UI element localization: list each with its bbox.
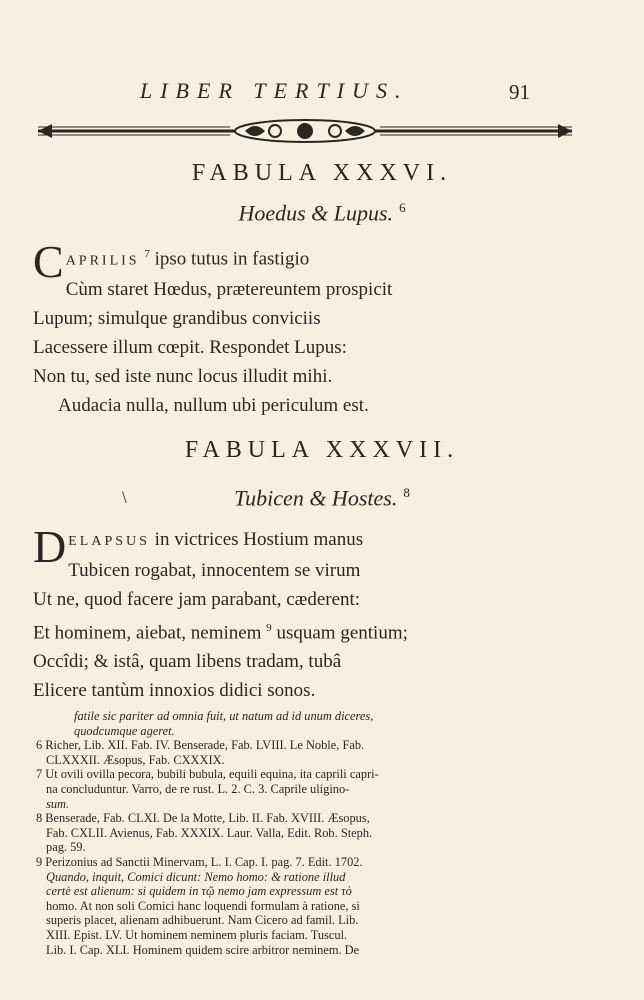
fable-subtitle: Tubicen & Hostes. $^8$ [234,485,410,511]
footnote-line: pag. 59. [46,840,86,855]
footnote-line: Quando, inquit, Comici dicunt: Nemo homo: & ratione illud [46,869,346,884]
verse-line: C APRILIS $^7$ ipso tutus in fastigio [33,236,310,287]
footnote-line: 7 Ut ovili ovilla pecora, bubili bubula, equili equina, ita caprili capri- [36,767,379,782]
verse-line: Cùm staret Hœdus, prætereuntem prospicit [65,279,393,301]
verse-line: Non tu, sed iste nunc locus illudit mihi. [33,366,333,388]
verse-line: D ELAPSUS in victrices Hostium manus [33,521,364,572]
footnote-line: na concluduntur. Varro, de re rust. L. 2. C. 3. Caprile uligino- [46,781,350,796]
verse-block [33,236,593,420]
footnote-line: Fab. CXLII. Avienus, Fab. XXXIX. Laur. Valla, Edit. Rob. Steph. [46,825,373,840]
verse-line: Ut ne, quod facere jam parabant, cæderent: [33,589,361,610]
footnote-ref: 6 [399,200,406,215]
stray-mark: \ [122,490,127,506]
footnote-line: CLXXXII. Æsopus, Fab. CXXXIX. [46,752,225,767]
verse-line: Occîdi; & istâ, quam libens tradam, tubâ [33,651,342,673]
footnote-line: sum. [46,796,70,811]
footnote-line: Lib. I. Cap. XLI. Hominem quidem scire arbitror neminem. De [46,942,360,957]
fable-title: FABULA XXXVII. [184,437,460,463]
fable-title: FABULA XXXVI. [191,160,453,186]
footnote-line: 8 Benserade, Fab. CLXI. De la Motte, Lib. II. Fab. XVIII. Æsopus, [36,811,370,826]
verse-line: Audacia nulla, nullum ubi periculum est. [58,395,369,417]
footnote-line: fatile sic pariter ad omnia fuit, ut natum ad id unum diceres, [74,709,374,723]
page-number: 91 [509,80,530,104]
footnote-ref: 7 [144,248,150,260]
footnote-line: 6 Richer, Lib. XII. Fab. IV. Benserade, Fab. LVIII. Le Noble, Fab. [36,738,365,753]
footnote-ref: 9 [266,622,272,634]
footnote-line: 9 Perizonius ad Sanctii Minervam, L. I. Cap. I. pag. 7. Edit. 1702. [36,854,363,869]
footnotes [36,709,616,957]
footnote-ref: 8 [403,485,410,500]
verse-line: Elicere tantùm innoxios didici sonos. [33,680,316,702]
footnote-line: superis placet, alienam adhibuerunt. Nam Cicero ad famil. Lib. [46,913,359,928]
footnote-line: XIII. Epist. LV. Ut hominem neminem pluris faciam. Tuscul. [46,927,348,942]
footnote-line: quodcumque ageret. [74,723,175,738]
ornament-rule-icon [30,118,580,144]
footnote-line: homo. At non soli Comici hanc loquendi formulam à ratione, si [46,898,360,913]
fable-subtitle: Hoedus & Lupus. $^6$ [238,200,406,226]
drop-cap: D [33,521,67,572]
verse-block [33,521,593,705]
verse-line: Lupum; simulque grandibus conviciis [33,308,321,330]
footnote-line: certè est alienum: si quidem in τῷ nemo jam expressum est τὸ [46,884,352,899]
verse-line: Tubicen rogabat, innocentem se virum [68,560,361,581]
running-head: LIBER TERTIUS. [140,78,409,103]
drop-cap: C [33,236,64,287]
verse-line: Et hominem, aiebat, neminem $^9$ usquam gentium; [33,622,408,644]
verse-line: Lacessere illum cœpit. Respondet Lupus: [33,337,347,359]
